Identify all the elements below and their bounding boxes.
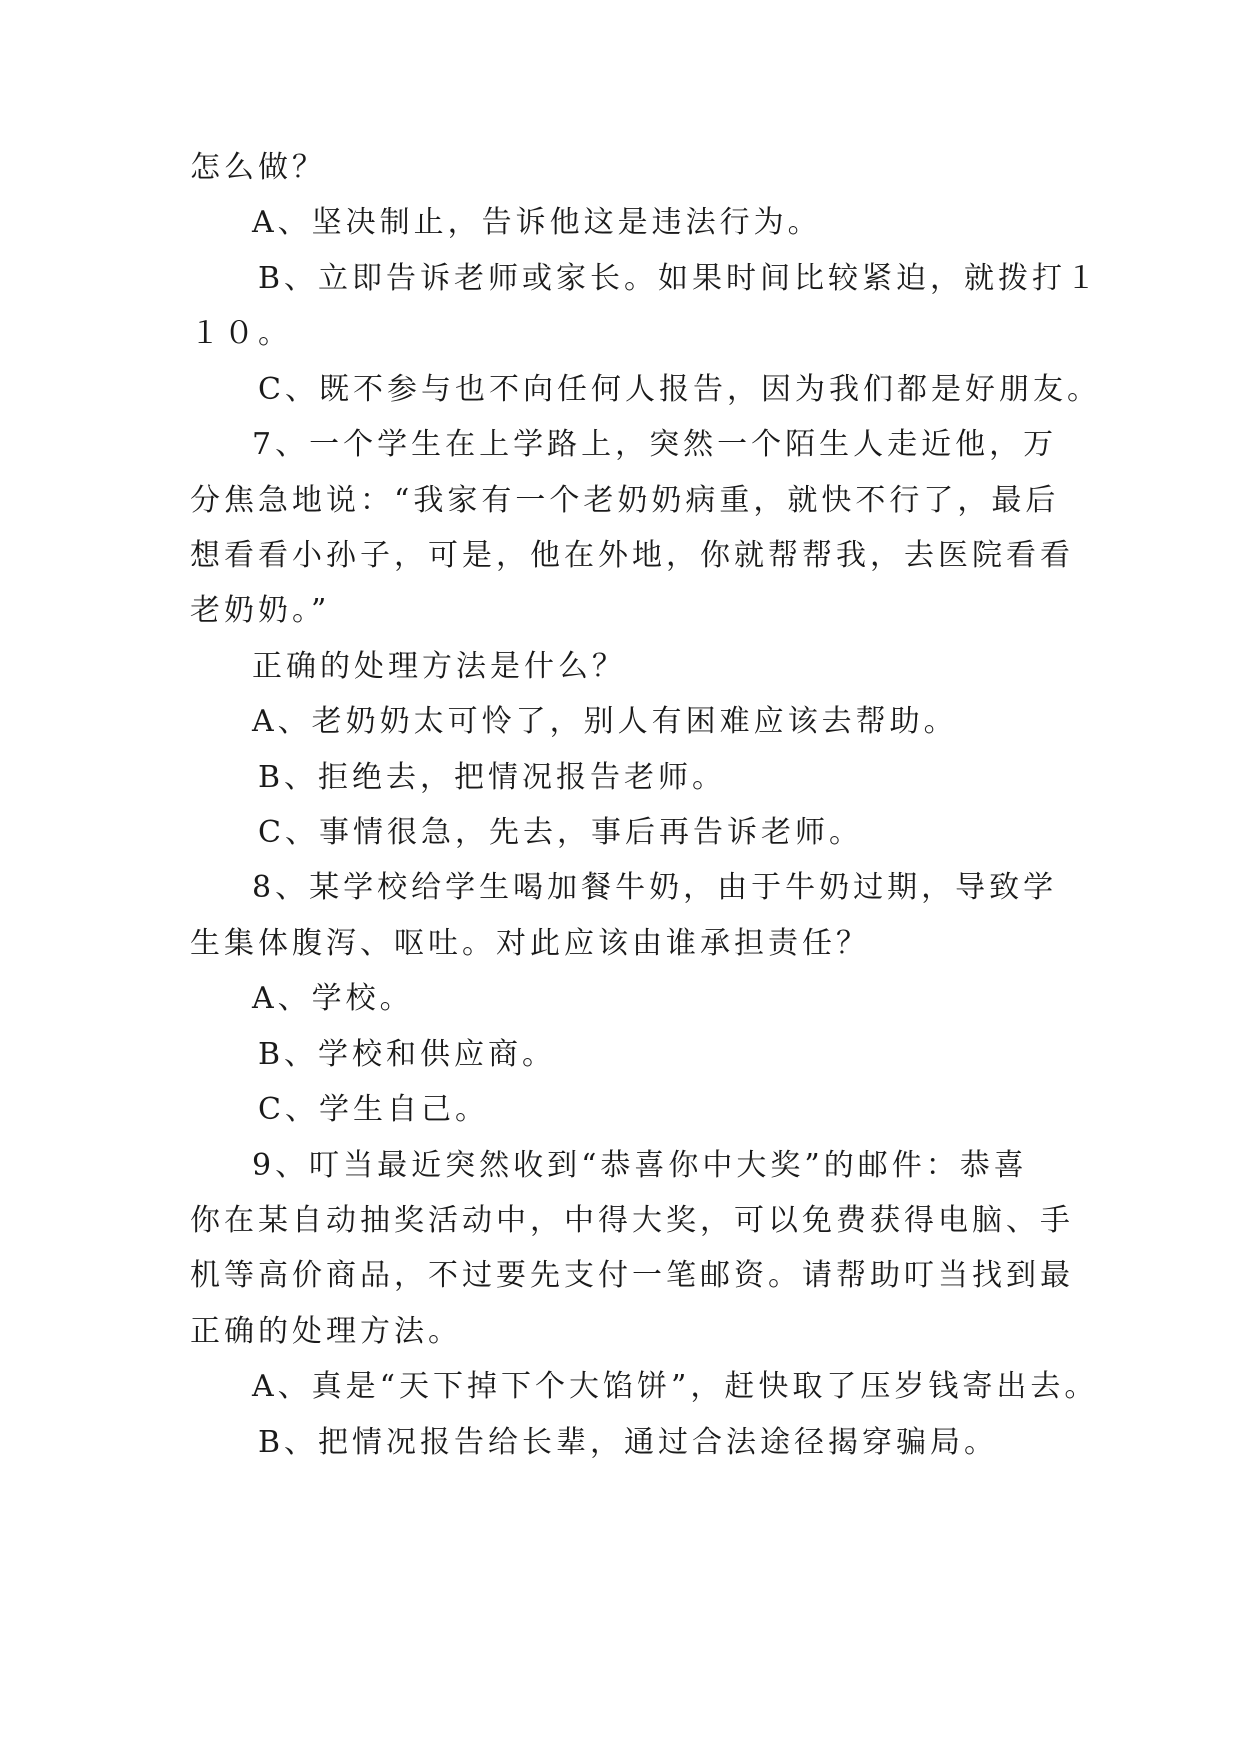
text-line: 生集体腹泻、呕吐。对此应该由谁承担责任？: [190, 926, 870, 961]
text-line: 正确的处理方法是什么？: [252, 649, 626, 684]
text-line: 老奶奶。”: [190, 593, 331, 628]
text-line: 想看看小孙子，可是，他在外地，你就帮帮我，去医院看看: [190, 538, 1074, 573]
text-line: A、老奶奶太可怜了，别人有困难应该去帮助。: [252, 704, 958, 739]
text-line: 9、叮当最近突然收到“恭喜你中大奖”的邮件：恭喜: [252, 1148, 1028, 1183]
text-line: 你在某自动抽奖活动中，中得大奖，可以免费获得电脑、手: [190, 1203, 1074, 1238]
text-line: B、学校和供应商。: [258, 1037, 557, 1072]
text-line: 正确的处理方法。: [190, 1314, 462, 1349]
text-line: 机等高价商品，不过要先支付一笔邮资。请帮助叮当找到最: [190, 1258, 1074, 1293]
text-line: A、真是“天下掉下个大馅饼”，赶快取了压岁钱寄出去。: [252, 1369, 1099, 1404]
text-line: 怎么做？: [190, 150, 326, 185]
text-line: １０。: [190, 316, 292, 351]
text-line: 7、一个学生在上学路上，突然一个陌生人走近他，万: [252, 427, 1058, 462]
text-line: A、学校。: [252, 981, 414, 1016]
text-line: 8、某学校给学生喝加餐牛奶，由于牛奶过期，导致学: [252, 870, 1058, 905]
text-line: C、既不参与也不向任何人报告，因为我们都是好朋友。: [258, 372, 1101, 407]
text-line: B、把情况报告给长辈，通过合法途径揭穿骗局。: [258, 1425, 999, 1460]
text-line: C、事情很急，先去，事后再告诉老师。: [258, 815, 863, 850]
text-line: B、立即告诉老师或家长。如果时间比较紧迫，就拨打１: [258, 261, 1101, 296]
text-line: B、拒绝去，把情况报告老师。: [258, 760, 727, 795]
text-line: A、坚决制止，告诉他这是违法行为。: [252, 205, 822, 240]
text-line: 分焦急地说：“我家有一个老奶奶病重，就快不行了，最后: [190, 483, 1060, 518]
text-line: C、学生自己。: [258, 1092, 489, 1127]
